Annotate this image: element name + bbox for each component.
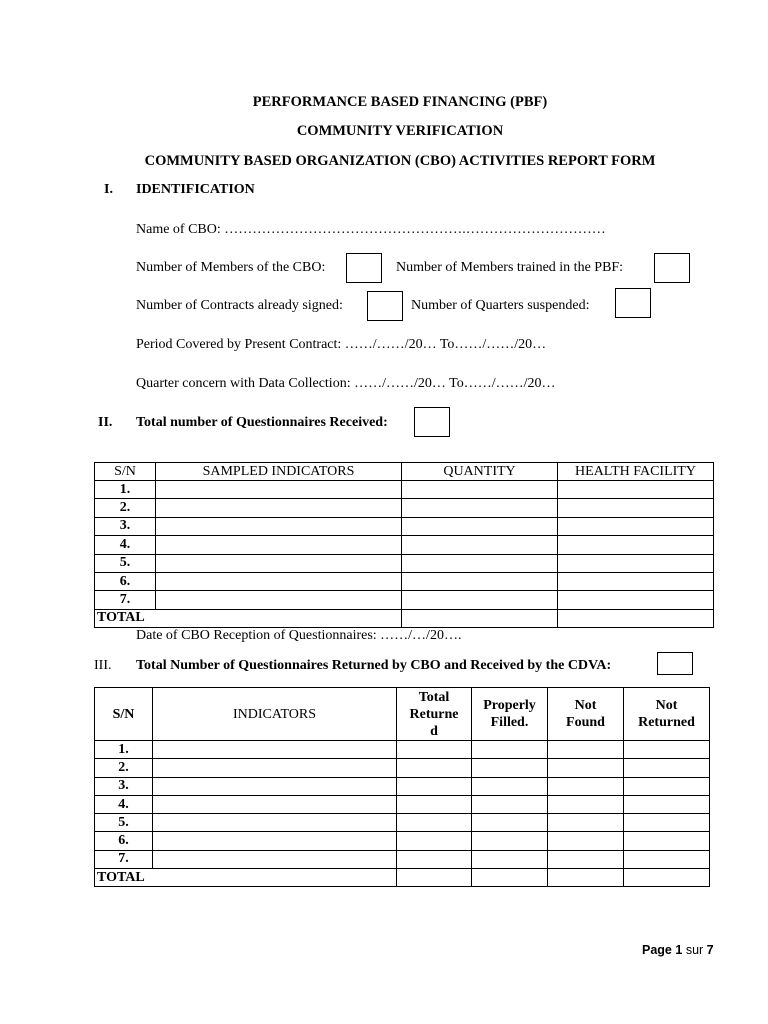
- col-not-found: [548, 688, 624, 741]
- section3-number: III.: [94, 658, 112, 673]
- total-returned-cell[interactable]: [397, 869, 472, 887]
- returned-cell[interactable]: [397, 814, 472, 832]
- row-number: 2.: [95, 499, 156, 517]
- filled-cell[interactable]: [472, 795, 548, 813]
- questionnaires-returned-box[interactable]: [657, 652, 693, 675]
- col-total-returned: [397, 688, 472, 741]
- table-row: [95, 481, 714, 499]
- indicator-cell[interactable]: [156, 536, 402, 554]
- table-row: [95, 814, 710, 832]
- col-health-facility: HEALTH FACILITY: [558, 463, 714, 481]
- total-row: [95, 609, 714, 627]
- quantity-cell[interactable]: [402, 536, 558, 554]
- table-header-row: [95, 463, 714, 481]
- table-row: [95, 795, 710, 813]
- filled-cell[interactable]: [472, 814, 548, 832]
- questionnaires-received-box[interactable]: [414, 407, 450, 437]
- contracts-label: Number of Contracts already signed:: [136, 298, 343, 313]
- indicator-cell[interactable]: [156, 572, 402, 590]
- col-total-returned-line3: d: [430, 723, 438, 739]
- total-facility-cell[interactable]: [558, 609, 714, 627]
- indicator-cell[interactable]: [153, 777, 397, 795]
- total-filled-cell[interactable]: [472, 869, 548, 887]
- row-number: 3.: [95, 777, 153, 795]
- cbo-name-field[interactable]: Name of CBO: …………………………………………….…………………………: [136, 222, 606, 237]
- form-title-line1: PERFORMANCE BASED FINANCING (PBF): [252, 94, 548, 110]
- returned-cell[interactable]: [397, 795, 472, 813]
- facility-cell[interactable]: [558, 517, 714, 535]
- total-label: TOTAL: [95, 869, 397, 887]
- table-row: [95, 572, 714, 590]
- not-returned-cell[interactable]: [624, 777, 710, 795]
- members-label: Number of Members of the CBO:: [136, 260, 326, 275]
- not-found-cell[interactable]: [548, 850, 624, 868]
- not-found-cell[interactable]: [548, 814, 624, 832]
- section2-title: Total number of Questionnaires Received:: [136, 415, 388, 430]
- row-number: 5.: [95, 814, 153, 832]
- row-number: 7.: [95, 850, 153, 868]
- col-total-returned-line2: Returne: [409, 706, 459, 722]
- returned-cell[interactable]: [397, 832, 472, 850]
- trained-label: Number of Members trained in the PBF:: [396, 260, 624, 275]
- not-found-cell[interactable]: [548, 759, 624, 777]
- page-sep: sur: [685, 943, 704, 957]
- table-row: [95, 741, 710, 759]
- row-number: 3.: [95, 517, 156, 535]
- row-number: 6.: [95, 572, 156, 590]
- table-row: [95, 554, 714, 572]
- quarter-period-field[interactable]: Quarter concern with Data Collection: ……/……/20… To……/……/20…: [136, 376, 556, 391]
- facility-cell[interactable]: [558, 572, 714, 590]
- total-not-returned-cell[interactable]: [624, 869, 710, 887]
- filled-cell[interactable]: [472, 850, 548, 868]
- table-row: [95, 591, 714, 609]
- table-row: [95, 759, 710, 777]
- section2-number: II.: [98, 415, 113, 430]
- not-found-cell[interactable]: [548, 741, 624, 759]
- col-not-returned: [624, 688, 710, 741]
- facility-cell[interactable]: [558, 499, 714, 517]
- returned-cell[interactable]: [397, 759, 472, 777]
- total-not-found-cell[interactable]: [548, 869, 624, 887]
- table-row: [95, 517, 714, 535]
- indicator-cell[interactable]: [156, 481, 402, 499]
- col-not-found-line2: Found: [566, 715, 605, 730]
- indicator-cell[interactable]: [156, 554, 402, 572]
- table-header-row: [95, 688, 710, 741]
- col-properly-filled-line1: Properly: [483, 698, 536, 713]
- not-returned-cell[interactable]: [624, 795, 710, 813]
- indicator-cell[interactable]: [156, 591, 402, 609]
- indicator-cell[interactable]: [153, 814, 397, 832]
- not-returned-cell[interactable]: [624, 850, 710, 868]
- quantity-cell[interactable]: [402, 572, 558, 590]
- quantity-cell[interactable]: [402, 499, 558, 517]
- returned-cell[interactable]: [397, 777, 472, 795]
- col-not-returned-line2: Returned: [638, 715, 695, 730]
- section3-title: Total Number of Questionnaires Returned by CBO and Received by the CDVA:: [136, 658, 612, 673]
- quantity-cell[interactable]: [402, 517, 558, 535]
- page-number: [642, 943, 714, 957]
- page-total: 7: [706, 943, 714, 957]
- col-not-returned-line1: Not: [655, 698, 678, 713]
- row-number: 1.: [95, 481, 156, 499]
- filled-cell[interactable]: [472, 741, 548, 759]
- col-quantity: QUANTITY: [402, 463, 558, 481]
- row-number: 5.: [95, 554, 156, 572]
- quantity-cell[interactable]: [402, 591, 558, 609]
- returned-cell[interactable]: [397, 741, 472, 759]
- col-sampled-indicators: SAMPLED INDICATORS: [156, 463, 402, 481]
- filled-cell[interactable]: [472, 777, 548, 795]
- trained-count-box[interactable]: [654, 253, 690, 283]
- filled-cell[interactable]: [472, 759, 548, 777]
- indicator-cell[interactable]: [153, 759, 397, 777]
- indicator-cell[interactable]: [153, 832, 397, 850]
- indicator-cell[interactable]: [153, 741, 397, 759]
- facility-cell[interactable]: [558, 554, 714, 572]
- page-current: 1: [675, 943, 683, 957]
- not-found-cell[interactable]: [548, 795, 624, 813]
- col-not-found-line1: Not: [574, 698, 597, 713]
- indicator-cell[interactable]: [153, 795, 397, 813]
- indicator-cell[interactable]: [153, 850, 397, 868]
- total-quantity-cell[interactable]: [402, 609, 558, 627]
- filled-cell[interactable]: [472, 832, 548, 850]
- total-row: [95, 869, 710, 887]
- not-returned-cell[interactable]: [624, 832, 710, 850]
- suspended-count-box[interactable]: [615, 288, 651, 318]
- not-returned-cell[interactable]: [624, 759, 710, 777]
- col-sn: S/N: [95, 688, 153, 741]
- table-row: [95, 499, 714, 517]
- indicator-cell[interactable]: [156, 517, 402, 535]
- facility-cell[interactable]: [558, 481, 714, 499]
- members-count-box[interactable]: [346, 253, 382, 283]
- col-total-returned-line1: Total: [418, 689, 450, 705]
- col-properly-filled-line2: Filled.: [490, 715, 529, 730]
- row-number: 7.: [95, 591, 156, 609]
- facility-cell[interactable]: [558, 591, 714, 609]
- col-properly-filled: [472, 688, 548, 741]
- col-indicators: INDICATORS: [153, 688, 397, 741]
- col-sn: S/N: [95, 463, 156, 481]
- row-number: 2.: [95, 759, 153, 777]
- not-found-cell[interactable]: [548, 832, 624, 850]
- form-title-line2: COMMUNITY VERIFICATION: [296, 123, 504, 139]
- not-found-cell[interactable]: [548, 777, 624, 795]
- sampled-indicators-table: [94, 462, 714, 628]
- section1-title: IDENTIFICATION: [136, 182, 255, 197]
- quantity-cell[interactable]: [402, 481, 558, 499]
- row-number: 4.: [95, 536, 156, 554]
- indicator-cell[interactable]: [156, 499, 402, 517]
- facility-cell[interactable]: [558, 536, 714, 554]
- row-number: 6.: [95, 832, 153, 850]
- not-returned-cell[interactable]: [624, 741, 710, 759]
- returned-cell[interactable]: [397, 850, 472, 868]
- suspended-label: Number of Quarters suspended:: [411, 298, 590, 313]
- table-row: [95, 832, 710, 850]
- not-returned-cell[interactable]: [624, 814, 710, 832]
- total-label: TOTAL: [95, 609, 402, 627]
- page-label: Page: [642, 943, 672, 957]
- row-number: 4.: [95, 795, 153, 813]
- reception-date-field[interactable]: Date of CBO Reception of Questionnaires: ……/…/20….: [136, 628, 462, 643]
- section1-number: I.: [104, 182, 113, 197]
- contracts-count-box[interactable]: [367, 291, 403, 321]
- contract-period-field[interactable]: Period Covered by Present Contract: ……/……/20… To……/……/20…: [136, 337, 547, 352]
- returned-indicators-table: [94, 687, 710, 887]
- form-title-line3: COMMUNITY BASED ORGANIZATION (CBO) ACTIVITIES REPORT FORM: [144, 153, 656, 169]
- table-row: [95, 536, 714, 554]
- table-row: [95, 777, 710, 795]
- quantity-cell[interactable]: [402, 554, 558, 572]
- row-number: 1.: [95, 741, 153, 759]
- table-row: [95, 850, 710, 868]
